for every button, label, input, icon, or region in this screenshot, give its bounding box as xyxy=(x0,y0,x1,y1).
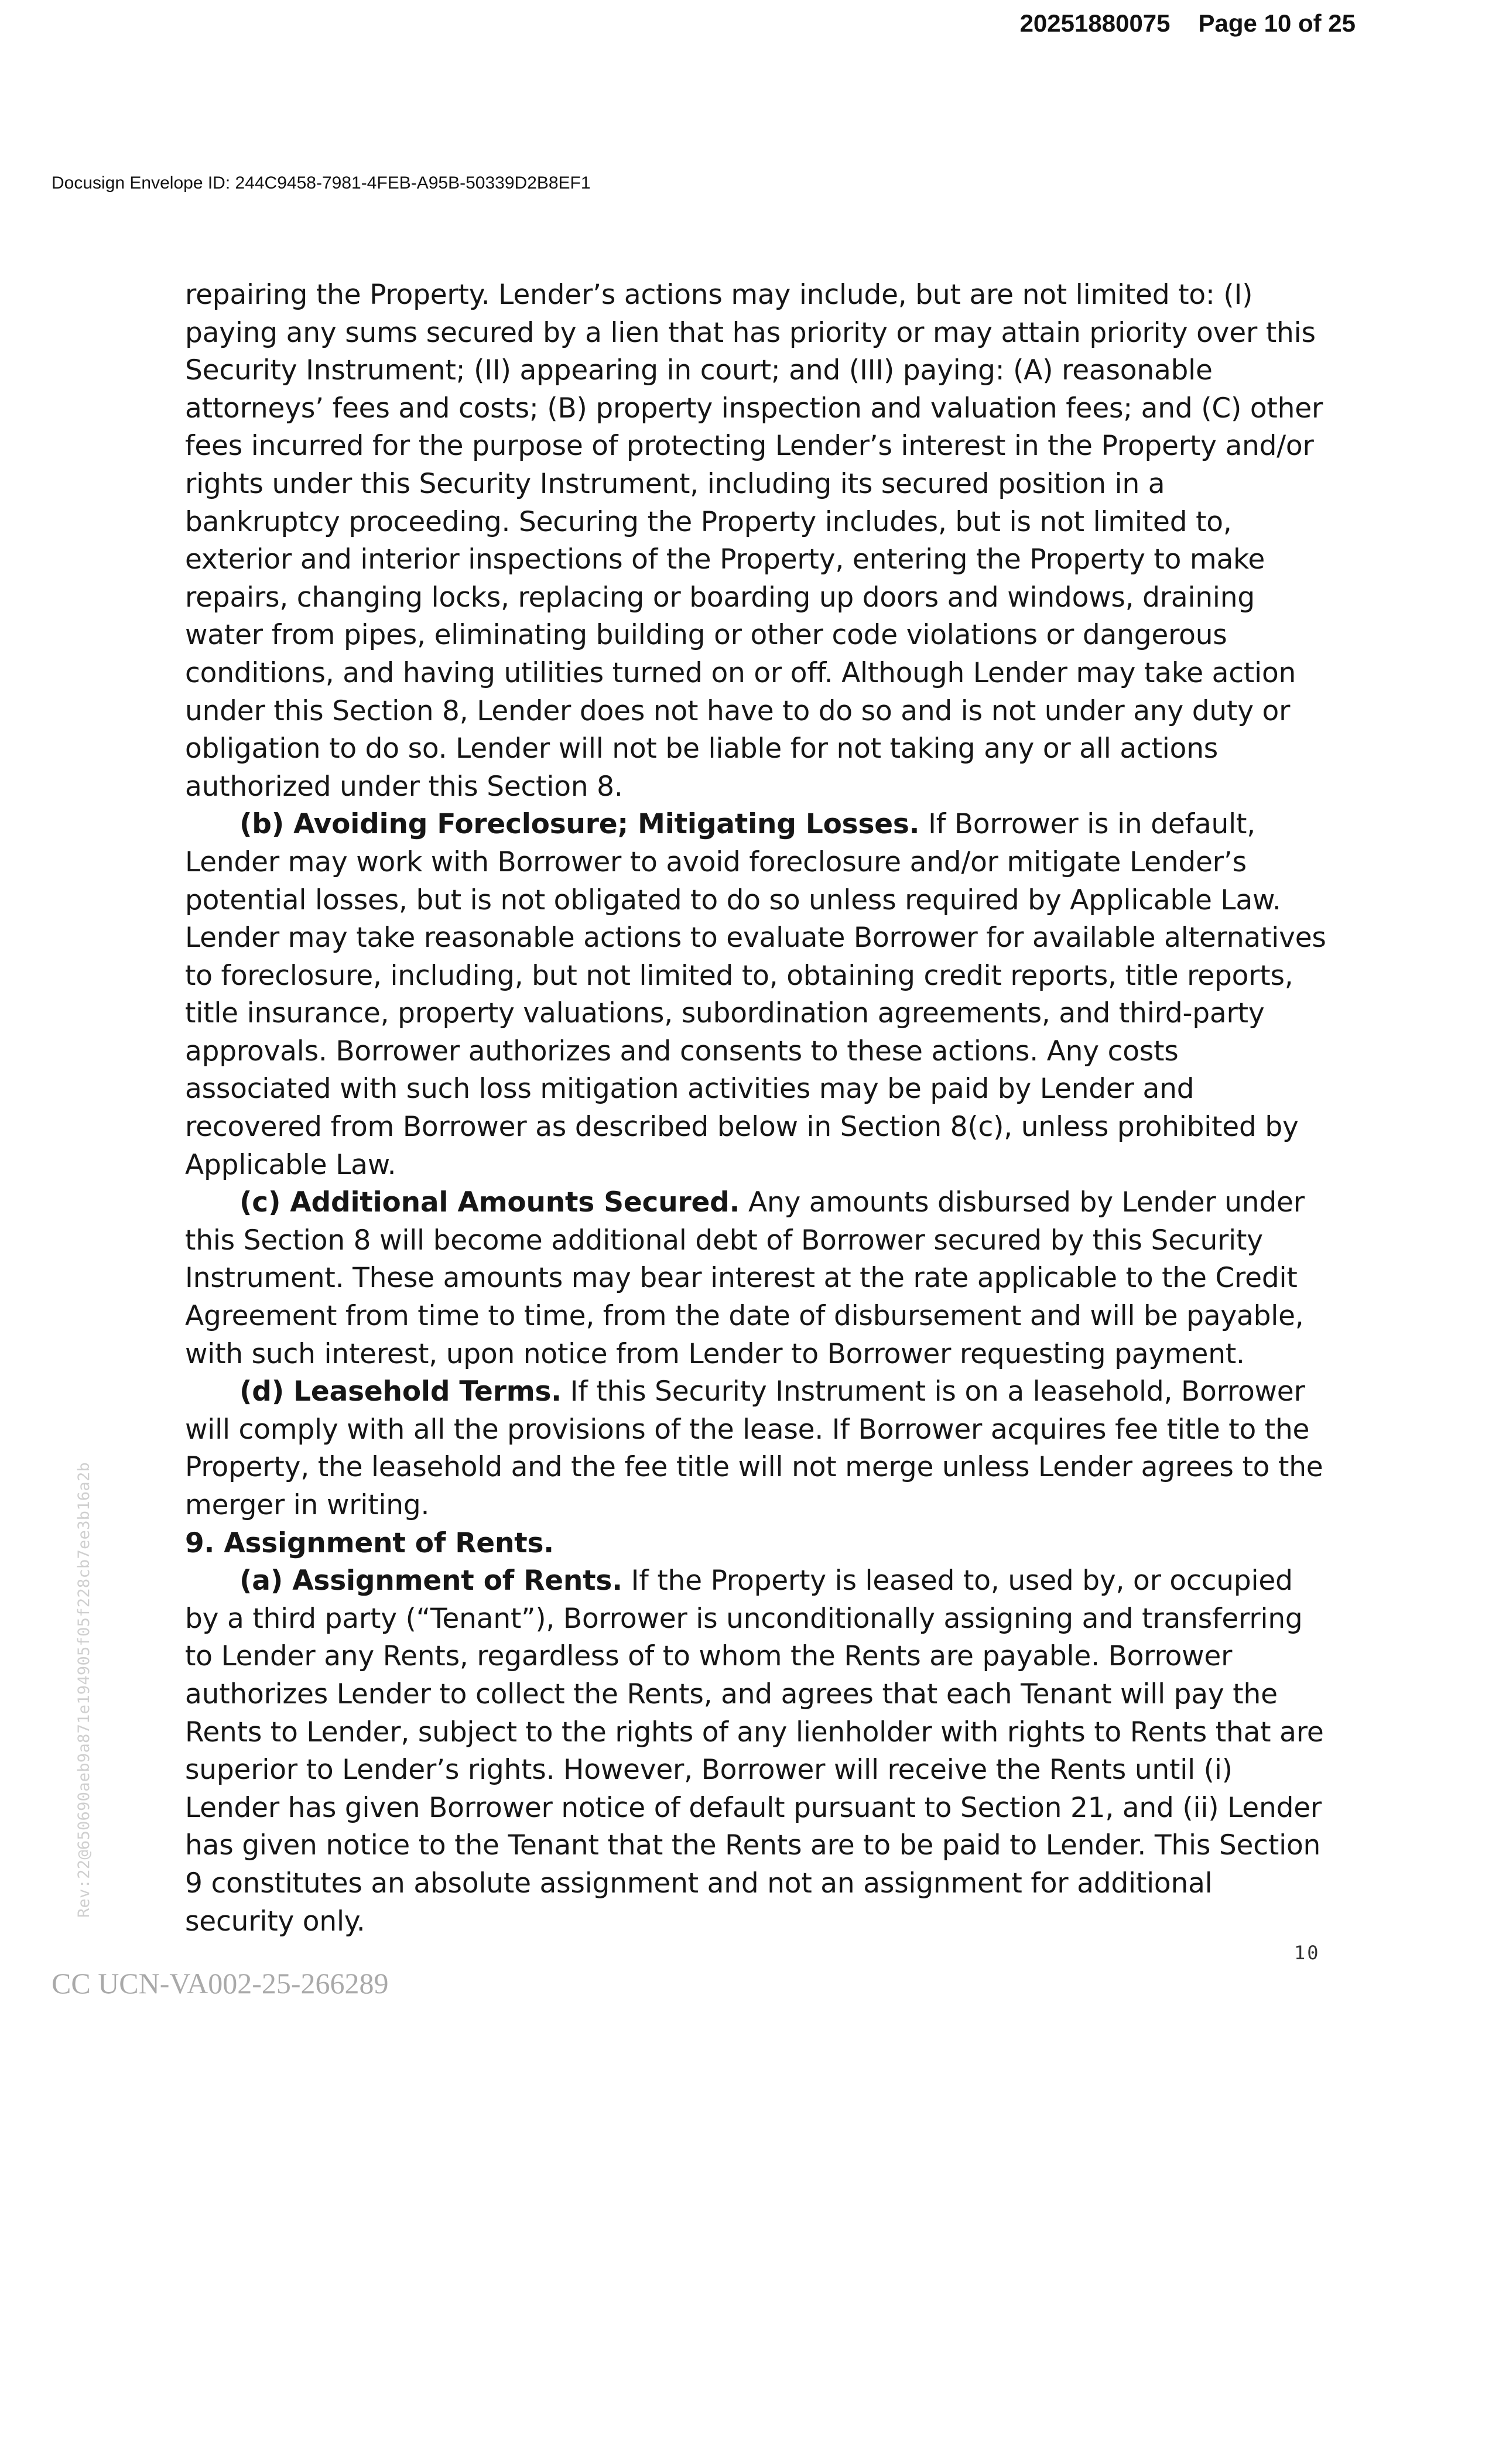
heading-section-9: 9. Assignment of Rents. xyxy=(185,1527,554,1559)
text-assignment-of-rents: If the Property is leased to, used by, or occupied by a third party (“Tenant”), Borrower is unconditionally assigning and transferring to Lender any Rents, regardless of to whom the Rents are payable. Borrower authorizes Lender to collect the Rents, and agrees that each Tenant will pay the Rents to Lender, subject to the rights of any lienholder with rights to Rents that are superior to Lender’s rights. However, Borrower will receive the Rents until (i) Lender has given Borrower notice of default pursuant to Section 21, and (ii) Lender has given notice to the Tenant that the Rents are to be paid to Lender. This Section 9 constitutes an absolute assignment and not an assignment for additional security only. xyxy=(185,1565,1324,1938)
paragraph-avoiding-foreclosure xyxy=(185,806,1327,1184)
section-9-heading-line xyxy=(185,1525,1327,1563)
page-number: 10 xyxy=(1294,1942,1320,1964)
document-number: 20251880075 xyxy=(1019,9,1171,37)
heading-leasehold-terms: (d) Leasehold Terms. xyxy=(239,1375,562,1408)
ucn-identifier: CC UCN-VA002-25-266289 xyxy=(52,1967,389,2000)
paragraph-assignment-of-rents xyxy=(185,1562,1327,1941)
docusign-envelope-id: Docusign Envelope ID: 244C9458-7981-4FEB-A95B-50339D2B8EF1 xyxy=(52,173,591,193)
paragraph-leasehold-terms xyxy=(185,1373,1327,1524)
document-body xyxy=(185,276,1327,1941)
heading-avoiding-foreclosure: (b) Avoiding Foreclosure; Mitigating Losses. xyxy=(239,808,920,841)
paragraph-additional-amounts xyxy=(185,1184,1327,1373)
text-additional-amounts: Any amounts disbursed by Lender under this Section 8 will become additional debt of Borrower secured by this Security Instrument. These amounts may bear interest at the rate applicable to the Credit Agreement from time to time, from the date of disbursement and will be payable, with such interest, upon notice from Lender to Borrower requesting payment. xyxy=(185,1186,1305,1370)
revision-hash: Rev:22@650690aeb9a871e194905f05f228cb7ee3b16a2b xyxy=(75,1462,93,1918)
heading-assignment-of-rents: (a) Assignment of Rents. xyxy=(239,1565,622,1597)
page-of-label: Page 10 of 25 xyxy=(1198,9,1356,37)
text-avoiding-foreclosure: If Borrower is in default, Lender may work with Borrower to avoid foreclosure and/or mitigate Lender’s potential losses, but is not obligated to do so unless required by Applicable Law. Lender may take reasonable actions to evaluate Borrower for available alternatives to foreclosure, including, but not limited to, obtaining credit reports, title reports, title insurance, property valuations, subordination agreements, and third-party approvals. Borrower authorizes and consents to these actions. Any costs associated with such loss mitigation activities may be paid by Lender and recovered from Borrower as described below in Section 8(c), unless prohibited by Applicable Law. xyxy=(185,808,1326,1181)
heading-additional-amounts: (c) Additional Amounts Secured. xyxy=(239,1186,740,1219)
paragraph-securing-property: repairing the Property. Lender’s actions may include, but are not limited to: (I) paying any sums secured by a lien that has priority or may attain priority over this Security Instrument; (II) appearing in court; and (III) paying: (A) reasonable attorneys’ fees and costs; (B) property inspection and valuation fees; and (C) other fees incurred for the purpose of protecting Lender’s interest in the Property and/or rights under this Security Instrument, including its secured position in a bankruptcy proceeding. Securing the Property includes, but is not limited to, exterior and interior inspections of the Property, entering the Property to make repairs, changing locks, replacing or boarding up doors and windows, draining water from pipes, eliminating building or other code violations or dangerous conditions, and having utilities turned on or off. Although Lender may take action under this Section 8, Lender does not have to do so and is not under any duty or obligation to do so. Lender will not be liable for not taking any or all actions authorized under this Section 8. xyxy=(185,279,1323,803)
recording-stamp xyxy=(1020,9,1356,37)
text-leasehold-terms: If this Security Instrument is on a leasehold, Borrower will comply with all the provisions of the lease. If Borrower acquires fee title to the Property, the leasehold and the fee title will not merge unless Lender agrees to the merger in writing. xyxy=(185,1375,1323,1521)
